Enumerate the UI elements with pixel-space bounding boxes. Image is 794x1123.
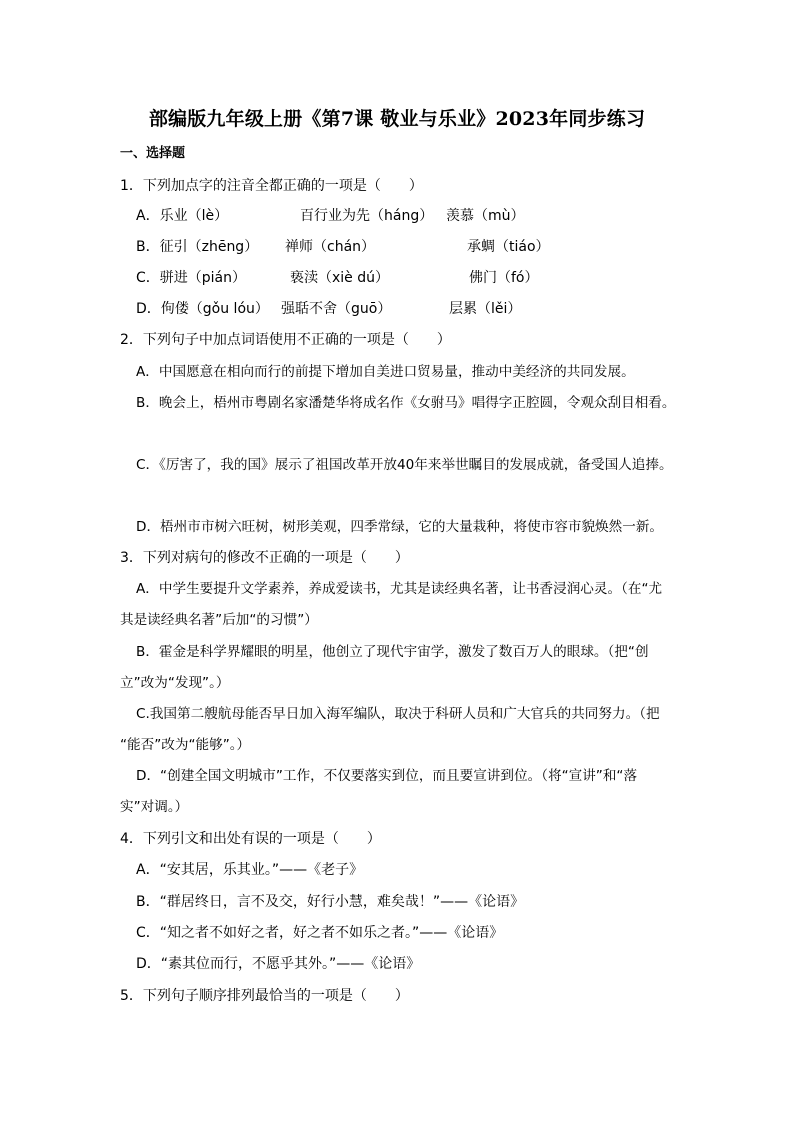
question-5-stem: 5．下列句子顺序排列最恰当的一项是（ ） [120, 988, 409, 1004]
q1-option-c-2: 亵渎（xiè dú） [290, 270, 389, 286]
q3-option-b-line-1: B．霍金是科学界耀眼的明星，他创立了现代宇宙学，激发了数百万人的眼球。（把“创 [136, 644, 649, 660]
q1-option-d-2: 强聒不舍（guō） [281, 301, 392, 317]
q4-option-b: B．“群居终日，言不及交，好行小慧，难矣哉！”——《论语》 [136, 894, 525, 910]
q3-option-c-line-1: C.我国第二艘航母能否早日加入海军编队，取决于科研人员和广大官兵的共同努力。（把 [136, 706, 660, 722]
q3-option-d-line-2: 实”对调。） [120, 799, 189, 815]
q1-option-a-1: A．乐业（lè） [136, 208, 229, 224]
q4-option-a: A．“安其居，乐其业。”——《老子》 [136, 862, 364, 878]
q1-option-a-2: 百行业为先（háng） [300, 208, 434, 224]
q3-option-d-line-1: D．“创建全国文明城市”工作，不仅要落实到位，而且要宣讲到位。（将“宣讲”和“落 [136, 768, 638, 784]
q1-option-d-3: 层累（lěi） [449, 301, 522, 317]
q2-option-a: A．中国愿意在相向而行的前提下增加自美进口贸易量，推动中美经济的共同发展。 [136, 364, 635, 380]
q1-option-d-1: D．佝偻（gǒu lóu） [136, 301, 269, 317]
section-heading: 一、选择题 [120, 146, 186, 161]
q3-option-a-line-2: 其是读经典名著”后加“的习惯”） [120, 612, 318, 628]
document-title: 部编版九年级上册《第7课 敬业与乐业》2023年同步练习 [148, 108, 646, 130]
question-1-stem: 1．下列加点字的注音全都正确的一项是（ ） [120, 178, 423, 194]
q1-option-b-2: 禅师（chán） [285, 239, 376, 255]
q1-option-a-3: 羡慕（mù） [446, 208, 525, 224]
q3-option-b-line-2: 立”改为“发现”。） [120, 675, 230, 691]
q4-option-d: D．“素其位而行，不愿乎其外。”——《论语》 [136, 956, 421, 972]
q1-option-c-1: C．骈进（pián） [136, 270, 247, 286]
q4-option-c: C．“知之者不如好之者，好之者不如乐之者。”——《论语》 [136, 925, 504, 941]
q2-option-c: C．《厉害了，我的国》展示了祖国改革开放40年来举世瞩目的发展成就，备受国人追捧。 [136, 457, 673, 473]
q1-option-b-3: 承蜩（tiáo） [467, 239, 550, 255]
q1-option-c-3: 佛门（fó） [469, 270, 539, 286]
question-2-stem: 2．下列句子中加点词语使用不正确的一项是（ ） [120, 332, 451, 348]
q1-option-b-1: B．征引（zhēng） [136, 239, 259, 255]
question-3-stem: 3．下列对病句的修改不正确的一项是（ ） [120, 550, 409, 566]
q3-option-a-line-1: A．中学生要提升文学素养，养成爱读书，尤其是读经典名著，让书香浸润心灵。（在“尤 [136, 581, 663, 597]
question-4-stem: 4．下列引文和出处有误的一项是（ ） [120, 831, 381, 847]
q2-option-d: D．梧州市市树六旺树，树形美观，四季常绿，它的大量栽种，将使市容市貌焕然一新。 [136, 519, 664, 535]
q3-option-c-line-2: “能否”改为“能够”。） [120, 737, 251, 753]
q2-option-b: B．晚会上，梧州市粤剧名家潘楚华将成名作《女驸马》唱得字正腔圆，令观众刮目相看。 [136, 395, 676, 411]
